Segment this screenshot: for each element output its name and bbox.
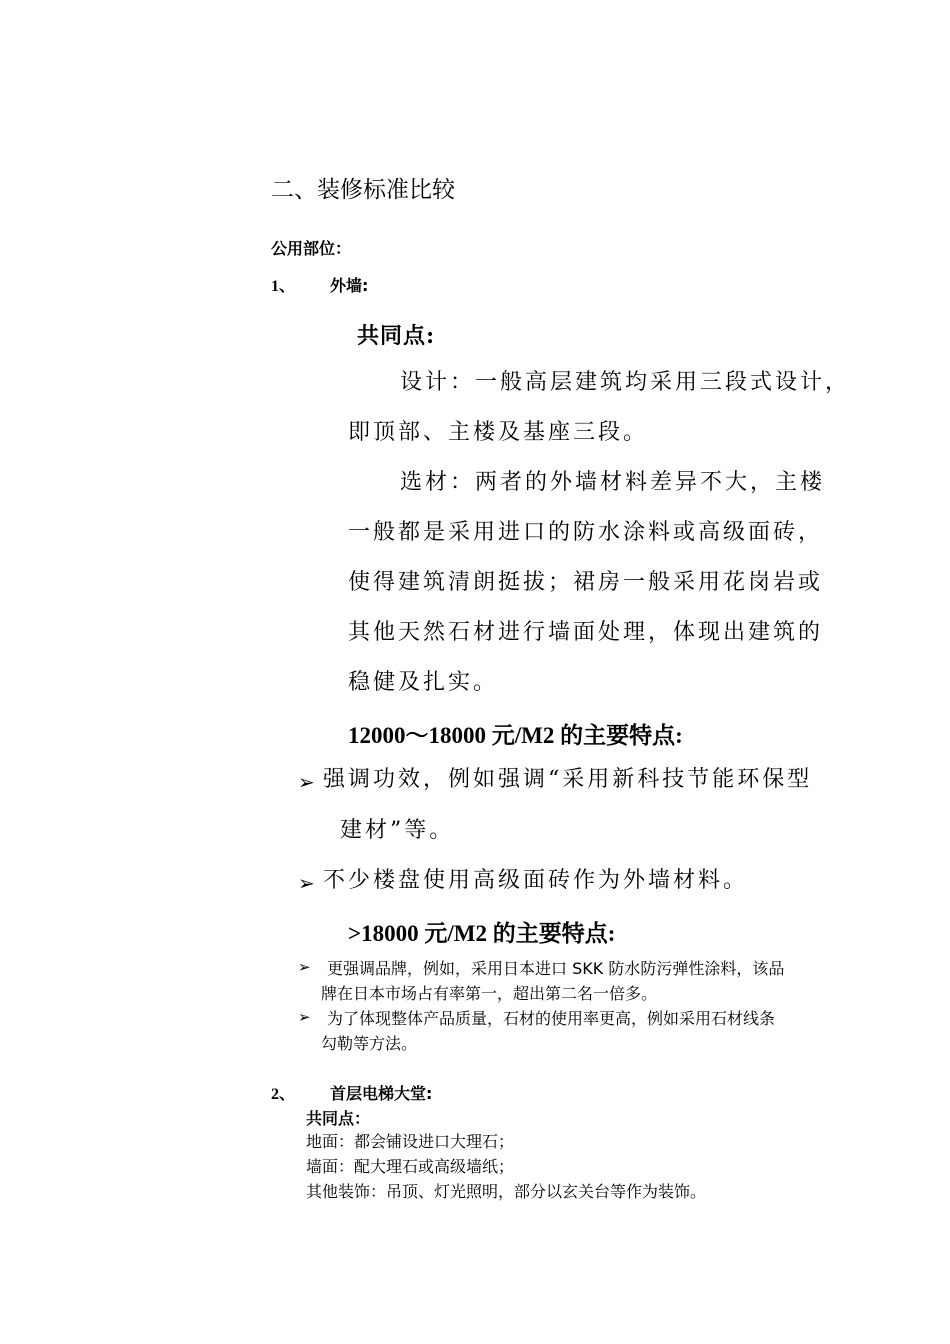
material-line-4: 其他天然石材进行墙面处理，体现出建筑的 [348,620,824,645]
lobby-line-decor: 其他装饰：吊顶、灯光照明，部分以玄关台等作为装饰。 [306,1182,707,1201]
tier2-bullet-2-line-2: 勾勒等方法。 [321,1034,418,1053]
material-line-3: 使得建筑清朗挺拔；裙房一般采用花岗岩或 [348,570,824,595]
design-line-1: 设计：一般高层建筑均采用三段式设计， [400,370,851,395]
section-2-number: 2、 [271,1086,296,1103]
section-1-common-label: 共同点: [357,323,436,349]
bullet-arrow-icon: ➢ [298,871,315,895]
tier1-bullet-1-line-2: 建材”等。 [340,818,455,843]
material-line-1: 选材：两者的外墙材料差异不大，主楼 [400,470,826,495]
material-line-2: 一般都是采用进口的防水涂料或高级面砖， [348,520,824,545]
tier1-title: 12000～18000 元/M2 的主要特点: [348,723,683,748]
material-line-5: 稳健及扎实。 [348,670,499,695]
tier1-bullet-2-line-1: 不少楼盘使用高级面砖作为外墙材料。 [323,868,749,893]
section-2-common-label: 共同点： [306,1109,371,1128]
tier1-bullet-1-line-1: 强调功效，例如强调“采用新科技节能环保型 [323,767,813,792]
public-area-label: 公用部位： [271,239,352,258]
tier2-title: >18000 元/M2 的主要特点: [348,921,616,946]
tier2-bullet-1-line-2: 牌在日本市场占有率第一，超出第二名一倍多。 [321,984,658,1003]
lobby-line-floor: 地面：都会铺设进口大理石； [306,1132,515,1151]
section-1-title: 外墙: [330,276,369,295]
bullet-arrow-icon: ➢ [298,958,311,976]
tier2-bullet-1-line-1: 更强调品牌，例如，采用日本进口 SKK 防水防污弹性涂料，该品 [327,959,785,978]
bullet-arrow-icon: ➢ [298,770,315,794]
page-heading: 二、装修标准比较 [271,177,455,203]
tier2-bullet-2-line-1: 为了体现整体产品质量，石材的使用率更高，例如采用石材线条 [327,1009,776,1028]
section-2-title: 首层电梯大堂: [330,1084,433,1103]
section-1-number: 1、 [271,278,296,295]
design-line-2: 即顶部、主楼及基座三段。 [348,420,649,445]
lobby-line-wall: 墙面：配大理石或高级墙纸； [306,1157,515,1176]
bullet-arrow-icon: ➢ [298,1008,311,1026]
